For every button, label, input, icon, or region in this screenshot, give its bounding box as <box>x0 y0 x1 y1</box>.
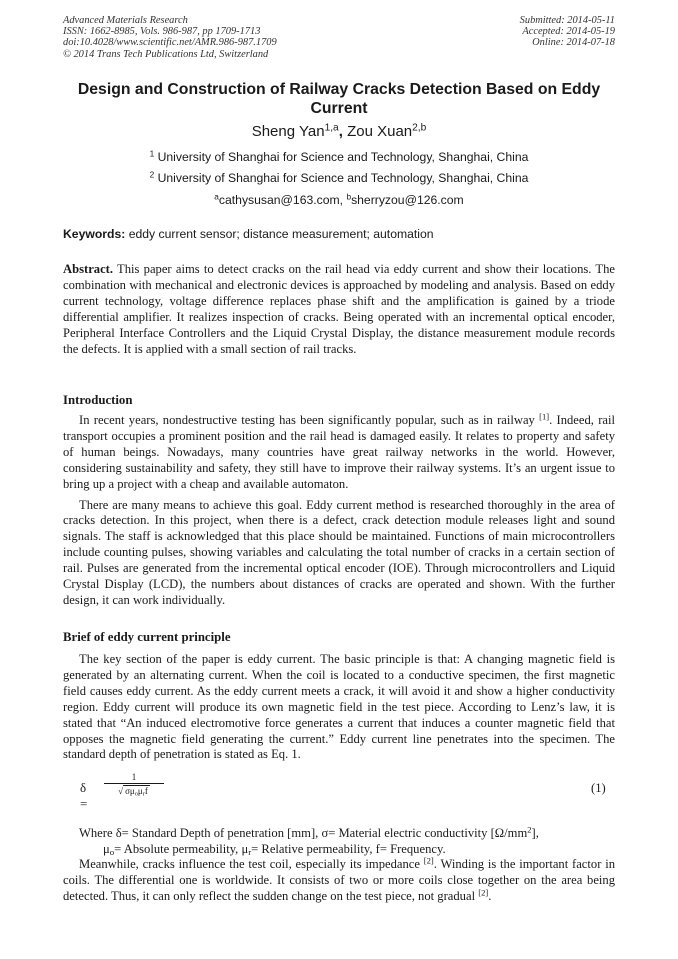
eddy-current-body <box>63 652 615 763</box>
abstract-text: This paper aims to detect cracks on the rail head via eddy current and show their locations. The combination with mechanical and electronic devices is approached by modeling and analysis. Based on eddy current technology, voltage difference replaces phase shift and the amplification is gained by a triode differential amplifier. It realizes inspection of cracks. Being operated with an incremental optical encoder, Peripheral Interface Controllers and the Liquid Crystal Display, the distance measurement module records the defects. It is applied with a small section of rail tracks. <box>63 262 615 356</box>
keywords <box>63 227 615 241</box>
journal-copyright: © 2014 Trans Tech Publications Ltd, Switzerland <box>63 48 269 60</box>
email-line <box>63 193 615 207</box>
affiliation-2-text: University of Shanghai for Science and Technology, Shanghai, China <box>157 171 529 185</box>
email-a: cathysusan@163.com, <box>218 193 344 207</box>
journal-header-right <box>520 15 615 49</box>
section-heading-eddy-current: Brief of eddy current principle <box>63 630 231 644</box>
eddy-paragraph-2: Meanwhile, cracks influence the test coil, especially its impedance [2]. Winding is the important factor in coils. The differential one is worldwide. It consists of two or more coils close together on the area being detected. Thus, it can only reflect the sudden change on the test piece, not gradual [2]. <box>63 855 615 903</box>
intro-paragraph-1 <box>63 413 615 493</box>
equation-number: (1) <box>591 781 606 795</box>
email-a-sup: a <box>214 191 219 202</box>
intro-paragraph-2: There are many means to achieve this goal. Eddy current method is researched thoroughly in the area of cracks detection. In this project, when there is a defect, crack detection module releases light and sound signals. The staff is acknowledged that this place should be maintained. Functions of main microcontrollers include counting pulses, showing variables and calculating the total number of cracks in a certain section of rail. Pulses are generated from the incremental optical encoder (IOE). Through microcontrollers and Liquid Crystal Display (LCD), the numbers about distances of cracks are operated and shown. With the further design, it can work individually. <box>63 497 615 607</box>
author-1-sup: 1,a <box>324 122 339 134</box>
intro-p1-text-a: In recent years, nondestructive testing has been significantly popular, such as in railway <box>79 413 535 427</box>
abstract-label: Abstract. <box>63 262 114 276</box>
equation-numerator: 1 <box>131 772 137 782</box>
email-b-sup: b <box>346 191 352 202</box>
citation-2a[interactable]: [2] <box>423 855 434 866</box>
affiliation-2-sup: 2 <box>149 169 155 180</box>
equation-denominator: √ $\sigma\mu_o\mu_rf$ <box>118 786 148 798</box>
paper-title: Design and Construction of Railway Cracks Detection Based on Eddy Current <box>77 81 601 117</box>
affiliation-2 <box>63 171 615 185</box>
affiliation-1-sup: 1 <box>149 148 155 159</box>
affiliation-1 <box>63 150 615 164</box>
accepted-date: Accepted: 2014-05-19 <box>522 26 615 38</box>
fraction-bar <box>104 783 164 784</box>
equation-legend-1: Where δ= Standard Depth of penetration [mm], σ= Material electric conductivity $[\Omega/mm^2]$, <box>79 824 539 840</box>
introduction-body <box>63 413 615 609</box>
online-date: Online: 2014-07-18 <box>532 37 615 49</box>
eddy-paragraph-2-block <box>63 857 615 905</box>
abstract <box>63 262 615 357</box>
equation-lhs: δ = <box>80 780 88 811</box>
journal-name: Advanced Materials Research <box>63 15 188 26</box>
journal-issn: ISSN: 1662-8985, Vols. 986-987, pp 1709-1713 <box>63 26 261 38</box>
citation-2b[interactable]: [2] <box>478 887 489 898</box>
keywords-label: Keywords: <box>63 227 126 241</box>
section-heading-introduction: Introduction <box>63 393 133 407</box>
journal-doi: doi:10.4028/www.scientific.net/AMR.986-987.1709 <box>63 37 277 49</box>
equation-legend-2: $\mu_o=$ Absolute permeability, $\mu_r=$ Relative permeability, f= Frequency. <box>103 842 446 858</box>
citation-1[interactable]: [1] <box>539 411 550 422</box>
author-1: Sheng Yan <box>251 123 325 140</box>
author-line: Sheng Yan$^{1,a}$, Zou Xuan$^{2,b}$ <box>251 122 427 140</box>
equation-fraction <box>104 772 164 796</box>
author-2: Zou Xuan <box>347 123 413 140</box>
email-b: sherryzou@126.com <box>351 193 464 207</box>
affiliation-1-text: University of Shanghai for Science and Technology, Shanghai, China <box>157 150 529 164</box>
journal-header-left <box>63 15 277 60</box>
eddy-paragraph-1: The key section of the paper is eddy current. The basic principle is that: A changing magnetic field is generated by an alternating current. When the coil is located to a conductive specimen, the first magnetic field causes eddy current. As the eddy current meets a crack, it will avoid it and show a higher conductivity region. Eddy current will produce its own magnetic field in the test piece. According to Lenz’s law, it is stated that “An induced electromotive force generates a current that induces a counter magnetic field that opposes the magnetic field generating the current.” Eddy current line penetrates into the specimen. The standard depth of penetration is stated as Eq. 1. <box>63 652 615 762</box>
author-2-sup: 2,b <box>412 122 427 134</box>
submitted-date: Submitted: 2014-05-11 <box>519 15 615 26</box>
keywords-text: eddy current sensor; distance measurement; automation <box>128 227 434 241</box>
intro-p1-text-b: . Indeed, rail transport occupies a prominent position and the rail head is damaged easily. It relates to property and safety of human beings. Nowadays, many countries have great railway networks in the world. However, considering sustainability and safety, they still have to improve their railway systems. It’s an urgent issue to bring up a project with a cheap and available automaton. <box>63 413 615 491</box>
